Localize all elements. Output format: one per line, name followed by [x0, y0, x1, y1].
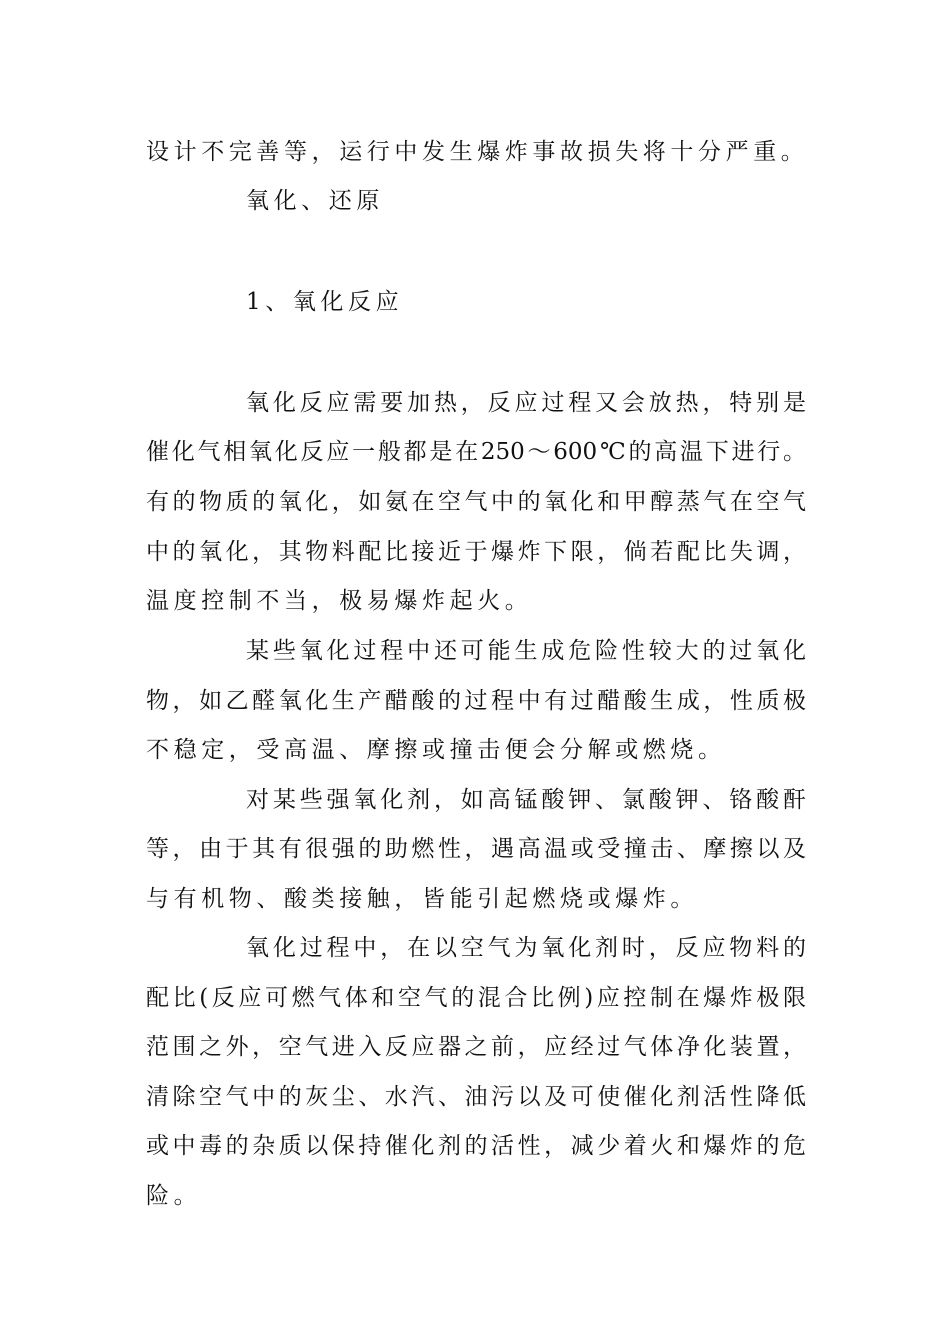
- paragraph-line: 清除空气中的灰尘、水汽、油污以及可使催化剂活性降低: [146, 1084, 806, 1110]
- carryover-line: 设计不完善等，运行中发生爆炸事故损失将十分严重。: [146, 139, 809, 165]
- paragraph-line: 不稳定，受高温、摩擦或撞击便会分解或燃烧。: [146, 737, 726, 763]
- section-title: 氧化、还原: [246, 188, 384, 214]
- paragraph-line: 有的物质的氧化，如氨在空气中的氧化和甲醇蒸气在空气: [146, 489, 806, 515]
- paragraph-line: 险。: [146, 1183, 202, 1209]
- paragraph-line: 催化气相氧化反应一般都是在250～600℃的高温下进行。: [146, 439, 806, 465]
- paragraph-line: 配比(反应可燃气体和空气的混合比例)应控制在爆炸极限: [146, 985, 806, 1011]
- paragraph-line: 某些氧化过程中还可能生成危险性较大的过氧化: [246, 638, 806, 664]
- paragraph-line: 对某些强氧化剂，如高锰酸钾、氯酸钾、铬酸酐: [246, 787, 806, 813]
- paragraph-line: 氧化反应需要加热，反应过程又会放热，特别是: [246, 390, 806, 416]
- paragraph-line: 或中毒的杂质以保持催化剂的活性，减少着火和爆炸的危: [146, 1133, 806, 1159]
- paragraph-line: 等，由于其有很强的助燃性，遇高温或受撞击、摩擦以及: [146, 836, 806, 862]
- paragraph-line: 范围之外，空气进入反应器之前，应经过气体净化装置，: [146, 1034, 806, 1060]
- paragraph-line: 氧化过程中，在以空气为氧化剂时，反应物料的: [246, 935, 806, 961]
- paragraph-line: 与有机物、酸类接触，皆能引起燃烧或爆炸。: [146, 886, 698, 912]
- subsection-title: 1、氧化反应: [246, 289, 404, 315]
- paragraph-line: 物，如乙醛氧化生产醋酸的过程中有过醋酸生成，性质极: [146, 688, 806, 714]
- paragraph-line: 温度控制不当，极易爆炸起火。: [146, 588, 533, 614]
- paragraph-line: 中的氧化，其物料配比接近于爆炸下限，倘若配比失调，: [146, 539, 806, 565]
